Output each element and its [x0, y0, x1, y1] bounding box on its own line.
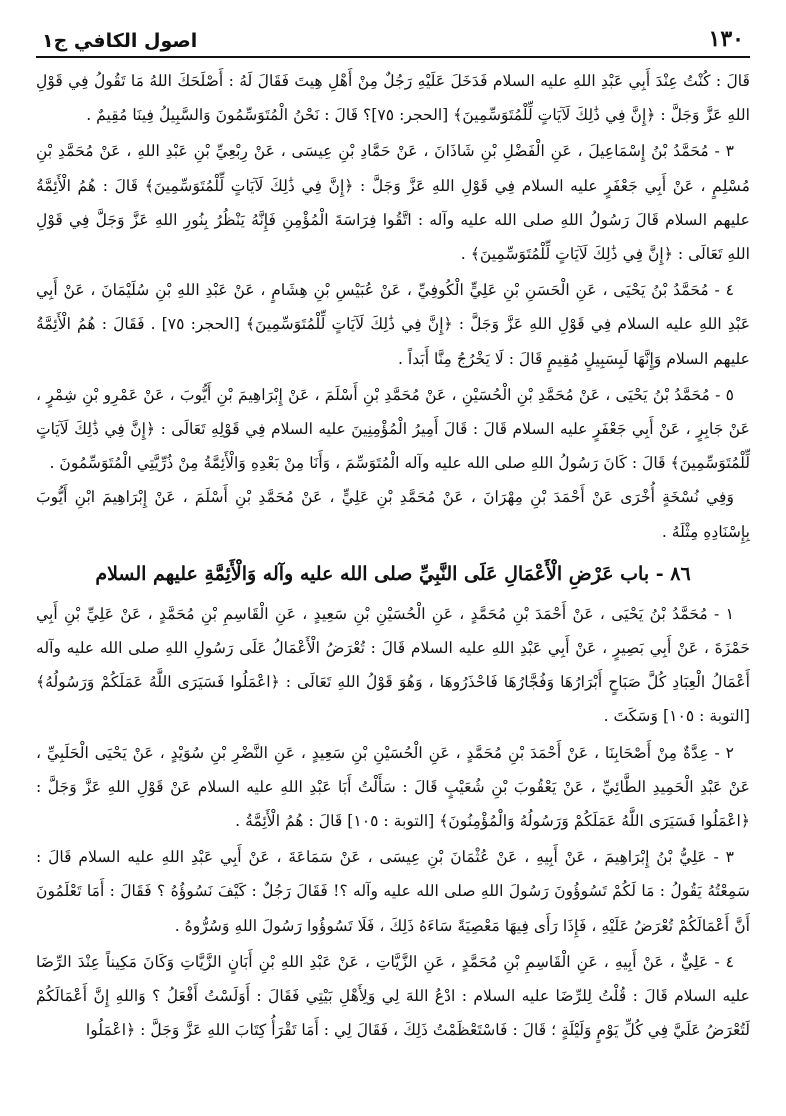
- book-title: اصول الكافي ج١: [42, 30, 198, 52]
- chapter-hadith-1: ١ - مُحَمَّدُ بْنُ يَحْيَى ، عَنْ أَحْمَدَ بْنِ مُحَمَّدٍ ، عَنِ الْحُسَيْنِ بْنِ سَعِيدٍ ، عَنِ الْقَاسِمِ بْنِ مُحَمَّدٍ ، عَنْ عَلِيِّ بْنِ أَبِي حَمْزَةَ ، عَنْ أَبِي بَصِيرٍ ، عَنْ أَبِي عَبْدِ اللهِ عليه السلام قَالَ : تُعْرَضُ الْأَعْمَالُ عَلَى رَسُولِ اللهِ صلى الله عليه وآله أَعْمَالُ الْعِبَادِ كُلَّ صَبَاحٍ أَبْرَارُهَا وَفُجَّارُهَا فَاحْذَرُوهَا ، وَهُوَ قَوْلُ اللهِ تَعَالَى : ﴿اعْمَلُوا فَسَيَرَى اللَّهُ عَمَلَكُمْ وَرَسُولُهُ﴾ [التوبة : ١٠٥] وَسَكَتَ .: [36, 604, 750, 726]
- chapter-hadith-4: ٤ - عَلِيٌّ ، عَنْ أَبِيهِ ، عَنِ الْقَاسِمِ بْنِ مُحَمَّدٍ ، عَنِ الزَّيَّاتِ ، عَنْ عَبْدِ اللهِ بْنِ أَبَانٍ الزَّيَّاتِ وَكَانَ مَكِيناً عِنْدَ الرِّضَا عليه السلام قَالَ : قُلْتُ لِلرِّضَا عليه السلام : ادْعُ اللهَ لِي وَلِأَهْلِ بَيْتِي فَقَالَ : أَوَلَسْتُ أَفْعَلُ ؟ وَاللهِ إِنَّ أَعْمَالَكُمْ لَتُعْرَضُ عَلَيَّ فِي كُلِّ يَوْمٍ وَلَيْلَةٍ ؛ قَالَ : فَاسْتَعْظَمْتُ ذَلِكَ ، فَقَالَ لِي : أَمَا تَقْرَأُ كِتَابَ اللهِ عَزَّ وَجَلَّ : ﴿اعْمَلُوا: [36, 952, 750, 1040]
- page-number: ١٣٠: [708, 26, 744, 52]
- chapter-title: ٨٦ - باب عَرْضِ الْأَعْمَالِ عَلَى النَّبِيِّ صلى الله عليه وآله وَالْأَئِمَّةِ عليهم السلام: [95, 562, 691, 585]
- page-header: [36, 26, 750, 58]
- hadith-3: ٣ - مُحَمَّدُ بْنُ إِسْمَاعِيلَ ، عَنِ الْفَضْلِ بْنِ شَاذَانَ ، عَنْ حَمَّادِ بْنِ عِيسَى ، عَنْ رِبْعِيِّ بْنِ عَبْدِ اللهِ ، عَنْ مُحَمَّدِ بْنِ مُسْلِمٍ ، عَنْ أَبِي جَعْفَرٍ عليه السلام فِي قَوْلِ اللهِ عَزَّ وَجَلَّ : ﴿إِنَّ فِي ذَٰلِكَ لَآيَاتٍ لِّلْمُتَوَسِّمِينَ﴾ قَالَ : هُمُ الْأَئِمَّةُ عليهم السلام قَالَ رَسُولُ اللهِ صلى الله عليه وآله : اتَّقُوا فِرَاسَةَ الْمُؤْمِنِ فَإِنَّهُ يَنْظُرُ بِنُورِ اللهِ عَزَّ وَجَلَّ فِي قَوْلِ اللهِ تَعَالَى : ﴿إِنَّ فِي ذَٰلِكَ لَآيَاتٍ لِّلْمُتَوَسِّمِينَ﴾ .: [36, 142, 750, 264]
- hadith-4: ٤ - مُحَمَّدُ بْنُ يَحْيَى ، عَنِ الْحَسَنِ بْنِ عَلِيٍّ الْكُوفِيِّ ، عَنْ عُبَيْسِ بْنِ هِشَامٍ ، عَنْ عَبْدِ اللهِ بْنِ سُلَيْمَانَ ، عَنْ أَبِي عَبْدِ اللهِ عليه السلام فِي قَوْلِ اللهِ عَزَّ وَجَلَّ : ﴿إِنَّ فِي ذَٰلِكَ لَآيَاتٍ لِّلْمُتَوَسِّمِينَ﴾ [الحجر: ٧٥] . فَقَالَ : هُمُ الْأَئِمَّةُ عليهم السلام وَإِنَّهَا لَبِسَبِيلٍ مُقِيمٍ قَالَ : لَا يَخْرُجُ مِنَّا أَبَداً .: [36, 281, 751, 368]
- hadith-5: ٥ - مُحَمَّدُ بْنُ يَحْيَى ، عَنْ مُحَمَّدِ بْنِ الْحُسَيْنِ ، عَنْ مُحَمَّدِ بْنِ أَسْلَمَ ، عَنْ إِبْرَاهِيمَ بْنِ أَيُّوبَ ، عَنْ عَمْرِو بْنِ شِمْرٍ ، عَنْ جَابِرٍ ، عَنْ أَبِي جَعْفَرٍ عليه السلام قَالَ : قَالَ أَمِيرُ الْمُؤْمِنِينَ عليه السلام فِي قَوْلِهِ تَعَالَى : ﴿إِنَّ فِي ذَٰلِكَ لَآيَاتٍ لِّلْمُتَوَسِّمِينَ﴾ قَالَ : كَانَ رَسُولُ اللهِ صلى الله عليه وآله الْمُتَوَسِّمَ ، وَأَنَا مِنْ بَعْدِهِ وَالْأَئِمَّةُ مِنْ ذُرِّيَّتِي الْمُتَوَسِّمُونَ .: [36, 385, 750, 473]
- chapter-hadith-3: ٣ - عَلِيُّ بْنُ إِبْرَاهِيمَ ، عَنْ أَبِيهِ ، عَنْ عُثْمَانَ بْنِ عِيسَى ، عَنْ سَمَاعَةَ ، عَنْ أَبِي عَبْدِ اللهِ عليه السلام قَالَ : سَمِعْتُهُ يَقُولُ : مَا لَكُمْ تَسُوؤُونَ رَسُولَ اللهِ صلى الله عليه وآله ؟! فَقَالَ رَجُلٌ : كَيْفَ نَسُوؤُهُ ؟ فَقَالَ : أَمَا تَعْلَمُونَ أَنَّ أَعْمَالَكُمْ تُعْرَضُ عَلَيْهِ ، فَإِذَا رَأَى فِيهَا مَعْصِيَةً سَاءَهُ ذَلِكَ ، فَلَا تَسُوؤُوا رَسُولَ اللهِ وَسُرُّوهُ .: [36, 848, 750, 935]
- chapter-hadith-2: ٢ - عِدَّةٌ مِنْ أَصْحَابِنَا ، عَنْ أَحْمَدَ بْنِ مُحَمَّدٍ ، عَنِ الْحُسَيْنِ بْنِ سَعِيدٍ ، عَنِ النَّضْرِ بْنِ سُوَيْدٍ ، عَنْ يَحْيَى الْحَلَبِيِّ ، عَنْ عَبْدِ الْحَمِيدِ الطَّائِيِّ ، عَنْ يَعْقُوبَ بْنِ شُعَيْبٍ قَالَ : سَأَلْتُ أَبَا عَبْدِ اللهِ عليه السلام عَنْ قَوْلِ اللهِ عَزَّ وَجَلَّ : ﴿اعْمَلُوا فَسَيَرَى اللَّهُ عَمَلَكُمْ وَرَسُولُهُ وَالْمُؤْمِنُونَ﴾ [التوبة : ١٠٥] قَالَ : هُمُ الْأَئِمَّةُ .: [36, 743, 750, 831]
- variant-note: وَفِي نُسْخَةٍ أُخْرَى عَنْ أَحْمَدَ بْنِ مِهْرَانَ ، عَنْ مُحَمَّدِ بْنِ عَلِيٍّ ، عَنْ مُحَمَّدِ بْنِ أَسْلَمَ ، عَنْ إِبْرَاهِيمَ ابْنِ أَيُّوبَ بِإِسْنَادِهِ مِثْلَهُ .: [36, 488, 750, 541]
- paragraph-continuation: قَالَ : كُنْتُ عِنْدَ أَبِي عَبْدِ اللهِ عليه السلام فَدَخَلَ عَلَيْهِ رَجُلٌ مِنْ أَهْلِ هِيتَ فَقَالَ لَهُ : أَصْلَحَكَ اللهُ مَا تَقُولُ فِي قَوْلِ اللهِ عَزَّ وَجَلَّ : ﴿إِنَّ فِي ذَٰلِكَ لَآيَاتٍ لِّلْمُتَوَسِّمِينَ﴾ [الحجر: ٧٥]؟ قَالَ : نَحْنُ الْمُتَوَسِّمُونَ وَالسَّبِيلُ فِينَا مُقِيمٌ .: [36, 72, 750, 125]
